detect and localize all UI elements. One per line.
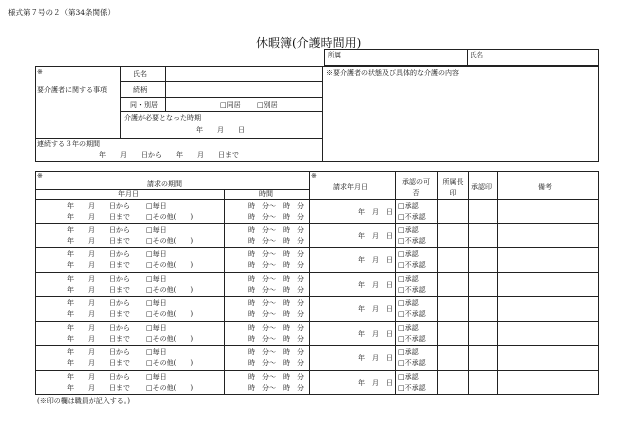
- approver-seal-header: 承認印: [471, 183, 492, 191]
- daily-checkbox[interactable]: □毎日: [146, 275, 167, 283]
- row-time-from[interactable]: 時 分～ 時 分: [248, 275, 304, 283]
- mark-asterisk: ※: [37, 68, 43, 76]
- row-from-date[interactable]: 年 月 日から: [67, 202, 130, 210]
- reject-checkbox[interactable]: □不承認: [398, 359, 426, 367]
- row-from-date[interactable]: 年 月 日から: [67, 226, 130, 234]
- row-from-date[interactable]: 年 月 日から: [67, 275, 130, 283]
- row-to-date[interactable]: 年 月 日まで: [67, 261, 130, 269]
- row-request-date[interactable]: 年 月 日: [358, 232, 393, 240]
- row-time-to[interactable]: 時 分～ 時 分: [248, 213, 304, 221]
- period-label: 連続する３年の期間: [37, 140, 100, 148]
- care-subject-label: 要介護者に関する事項: [37, 86, 107, 94]
- form-number: 様式第７号の２（第34条関係）: [8, 8, 116, 17]
- row-time-to[interactable]: 時 分～ 時 分: [248, 286, 304, 294]
- approve-checkbox[interactable]: □承認: [398, 348, 419, 356]
- table-mark-2: ※: [311, 172, 317, 180]
- other-checkbox[interactable]: □その他( ): [146, 286, 194, 294]
- row-request-date[interactable]: 年 月 日: [358, 208, 393, 216]
- row-time-to[interactable]: 時 分～ 時 分: [248, 335, 304, 343]
- approve-checkbox[interactable]: □承認: [398, 324, 419, 332]
- chief-seal-header: 所属長印: [442, 178, 464, 197]
- care-status-label: ※要介護者の状態及び具体的な介護の内容: [326, 69, 459, 77]
- period-value[interactable]: 年 月 日から 年 月 日まで: [99, 151, 239, 159]
- reject-checkbox[interactable]: □不承認: [398, 286, 426, 294]
- row-time-to[interactable]: 時 分～ 時 分: [248, 237, 304, 245]
- daily-checkbox[interactable]: □毎日: [146, 250, 167, 258]
- affiliation-label: 所属: [328, 51, 341, 59]
- reject-checkbox[interactable]: □不承認: [398, 237, 426, 245]
- form-title: 休暇簿(介護時間用): [256, 36, 362, 50]
- reject-checkbox[interactable]: □不承認: [398, 213, 426, 221]
- remarks-header: 備考: [538, 183, 552, 191]
- row-time-to[interactable]: 時 分～ 時 分: [248, 384, 304, 392]
- other-checkbox[interactable]: □その他( ): [146, 384, 194, 392]
- request-date-header: 請求年月日: [333, 183, 368, 191]
- row-time-from[interactable]: 時 分～ 時 分: [248, 226, 304, 234]
- cohabit-label: 同・別居: [130, 101, 158, 109]
- other-checkbox[interactable]: □その他( ): [146, 261, 194, 269]
- other-checkbox[interactable]: □その他( ): [146, 359, 194, 367]
- approval-header: 承認の可否: [402, 178, 430, 197]
- row-time-from[interactable]: 時 分～ 時 分: [248, 373, 304, 381]
- row-to-date[interactable]: 年 月 日まで: [67, 335, 130, 343]
- relation-label: 続柄: [133, 86, 147, 94]
- needed-since-label: 介護が必要となった時期: [124, 114, 201, 122]
- daily-checkbox[interactable]: □毎日: [146, 324, 167, 332]
- row-time-from[interactable]: 時 分～ 時 分: [248, 324, 304, 332]
- row-time-from[interactable]: 時 分～ 時 分: [248, 299, 304, 307]
- row-request-date[interactable]: 年 月 日: [358, 305, 393, 313]
- row-from-date[interactable]: 年 月 日から: [67, 299, 130, 307]
- approve-checkbox[interactable]: □承認: [398, 226, 419, 234]
- row-time-from[interactable]: 時 分～ 時 分: [248, 348, 304, 356]
- row-time-from[interactable]: 時 分～ 時 分: [248, 202, 304, 210]
- row-request-date[interactable]: 年 月 日: [358, 379, 393, 387]
- row-request-date[interactable]: 年 月 日: [358, 281, 393, 289]
- row-to-date[interactable]: 年 月 日まで: [67, 237, 130, 245]
- row-from-date[interactable]: 年 月 日から: [67, 324, 130, 332]
- footer-note: (※印の欄は職員が記入する。): [37, 397, 130, 405]
- row-to-date[interactable]: 年 月 日まで: [67, 286, 130, 294]
- row-from-date[interactable]: 年 月 日から: [67, 373, 130, 381]
- row-time-to[interactable]: 時 分～ 時 分: [248, 261, 304, 269]
- needed-since-date[interactable]: 年 月 日: [196, 126, 245, 134]
- care-name-label: 氏名: [133, 70, 147, 78]
- reject-checkbox[interactable]: □不承認: [398, 335, 426, 343]
- name-label: 氏名: [470, 51, 483, 59]
- cohabit-checkbox[interactable]: □同居: [220, 101, 241, 109]
- daily-checkbox[interactable]: □毎日: [146, 299, 167, 307]
- row-to-date[interactable]: 年 月 日まで: [67, 213, 130, 221]
- other-checkbox[interactable]: □その他( ): [146, 310, 194, 318]
- approve-checkbox[interactable]: □承認: [398, 250, 419, 258]
- request-period-header: 請求の期間: [147, 180, 182, 188]
- reject-checkbox[interactable]: □不承認: [398, 310, 426, 318]
- reject-checkbox[interactable]: □不承認: [398, 384, 426, 392]
- other-checkbox[interactable]: □その他( ): [146, 213, 194, 221]
- row-request-date[interactable]: 年 月 日: [358, 256, 393, 264]
- other-checkbox[interactable]: □その他( ): [146, 335, 194, 343]
- separate-checkbox[interactable]: □別居: [257, 101, 278, 109]
- date-header: 年月日: [118, 190, 139, 198]
- applicant-box: [324, 49, 599, 66]
- approve-checkbox[interactable]: □承認: [398, 373, 419, 381]
- table-mark-1: ※: [37, 172, 43, 180]
- row-to-date[interactable]: 年 月 日まで: [67, 359, 130, 367]
- daily-checkbox[interactable]: □毎日: [146, 348, 167, 356]
- other-checkbox[interactable]: □その他( ): [146, 237, 194, 245]
- row-request-date[interactable]: 年 月 日: [358, 354, 393, 362]
- row-time-to[interactable]: 時 分～ 時 分: [248, 359, 304, 367]
- row-from-date[interactable]: 年 月 日から: [67, 250, 130, 258]
- approve-checkbox[interactable]: □承認: [398, 299, 419, 307]
- time-header: 時間: [259, 190, 273, 198]
- row-request-date[interactable]: 年 月 日: [358, 330, 393, 338]
- row-to-date[interactable]: 年 月 日まで: [67, 310, 130, 318]
- row-from-date[interactable]: 年 月 日から: [67, 348, 130, 356]
- approve-checkbox[interactable]: □承認: [398, 275, 419, 283]
- approve-checkbox[interactable]: □承認: [398, 202, 419, 210]
- reject-checkbox[interactable]: □不承認: [398, 261, 426, 269]
- daily-checkbox[interactable]: □毎日: [146, 202, 167, 210]
- row-time-to[interactable]: 時 分～ 時 分: [248, 310, 304, 318]
- daily-checkbox[interactable]: □毎日: [146, 373, 167, 381]
- row-to-date[interactable]: 年 月 日まで: [67, 384, 130, 392]
- daily-checkbox[interactable]: □毎日: [146, 226, 167, 234]
- row-time-from[interactable]: 時 分～ 時 分: [248, 250, 304, 258]
